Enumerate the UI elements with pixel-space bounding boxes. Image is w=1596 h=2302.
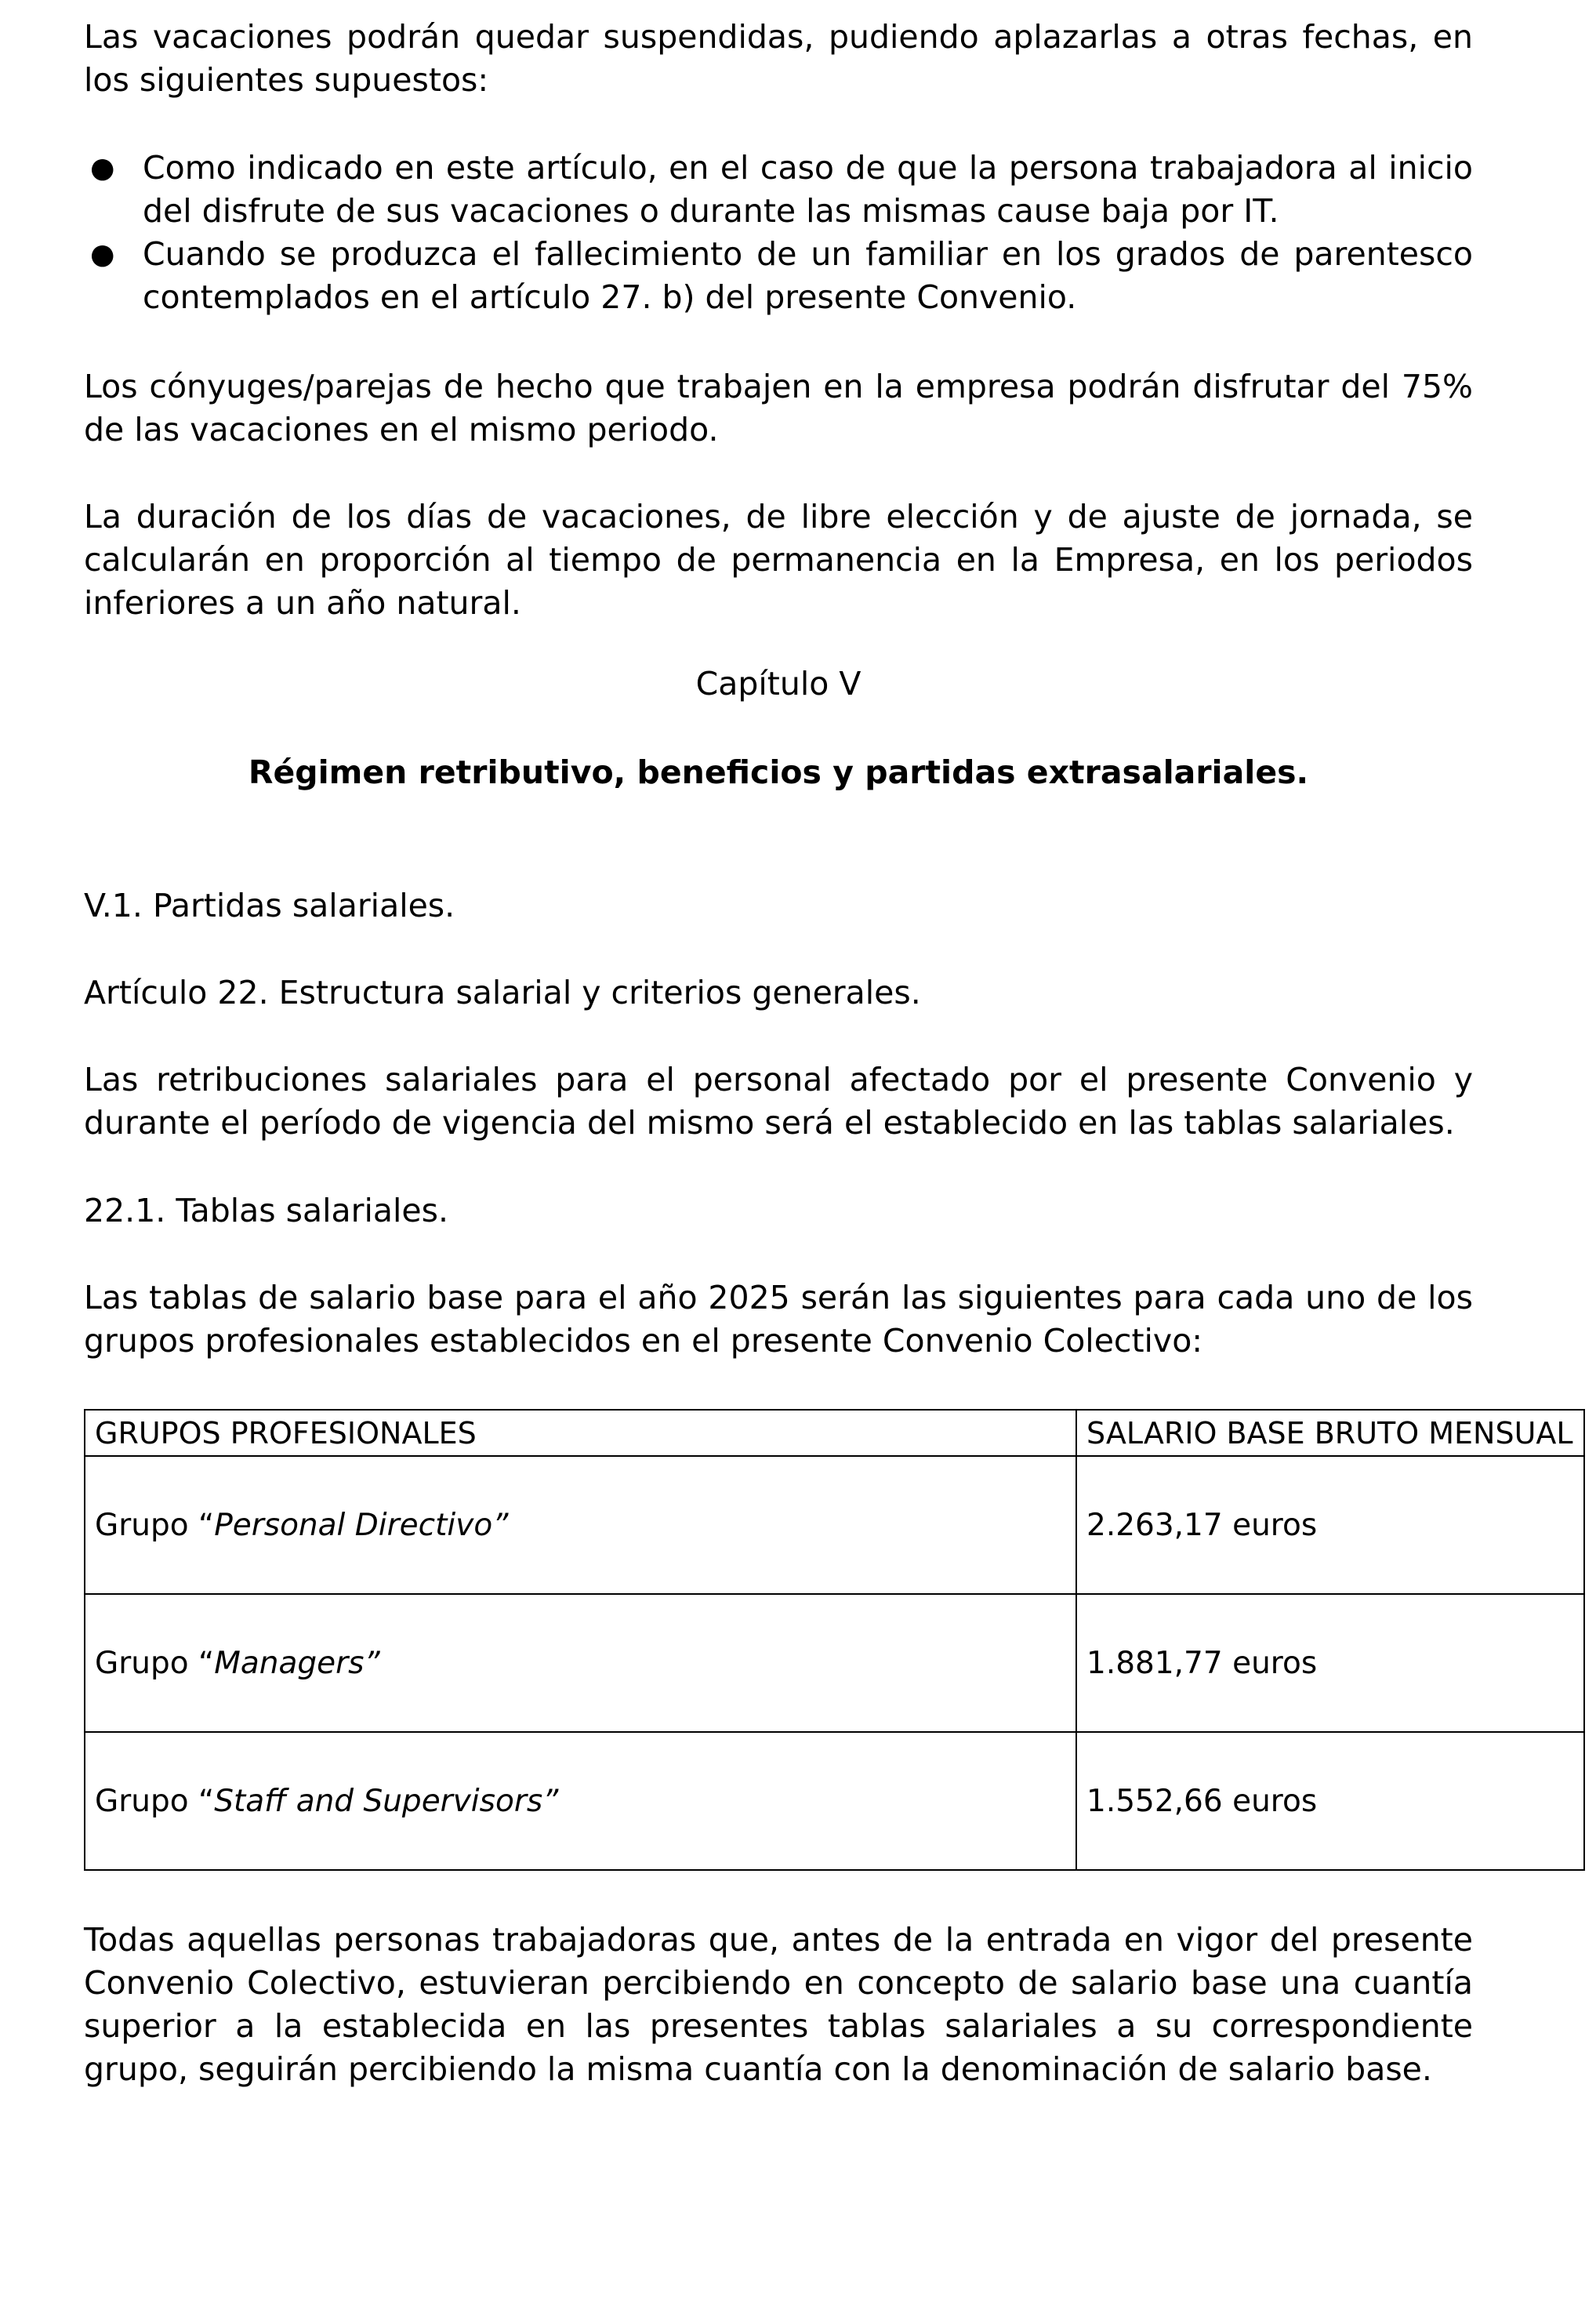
article-heading: Artículo 22. Estructura salarial y criterios generales.	[84, 974, 921, 1011]
list-item-text: Cuando se produzca el fallecimiento de un familiar en los grados de parentesco contemplados en el artículo 27. b) del presente Convenio.	[143, 235, 1473, 316]
bullet-icon: ●	[90, 152, 115, 184]
list-item-text: Como indicado en este artículo, en el caso de que la persona trabajadora al inicio del disfrute de sus vacaciones o durante las mismas cause baja por IT.	[143, 149, 1473, 230]
chapter-subtitle: Régimen retributivo, beneficios y partidas extrasalariales.	[248, 753, 1309, 791]
chapter-title: Capítulo V	[695, 665, 861, 703]
table-row	[85, 1594, 1584, 1732]
group-suffix: ”	[364, 1645, 380, 1681]
group-prefix: Grupo “	[95, 1783, 215, 1819]
group-cell	[85, 1594, 1076, 1732]
group-name: Managers	[214, 1645, 365, 1681]
salary-cell: 1.881,77 euros	[1076, 1594, 1584, 1732]
salary-table	[84, 1409, 1585, 1871]
table-header-row	[85, 1410, 1584, 1456]
list-item	[84, 147, 1473, 233]
salary-cell: 1.552,66 euros	[1076, 1732, 1584, 1870]
header-salary: SALARIO BASE BRUTO MENSUAL	[1076, 1410, 1584, 1456]
group-suffix: ”	[492, 1507, 509, 1543]
paragraph-spouses: Los cónyuges/parejas de hecho que trabajen en la empresa podrán disfrutar del 75% de las vacaciones en el mismo periodo.	[84, 368, 1473, 448]
header-groups: GRUPOS PROFESIONALES	[85, 1410, 1076, 1456]
paragraph-previous-salary: Todas aquellas personas trabajadoras que, antes de la entrada en vigor del presente Convenio Colectivo, estuvieran percibiendo en concepto de salario base una cuantía superior a la establecida en las presentes tablas salariales a su correspondiente grupo, seguirán percibiendo la misma cuantía con la denominación de salario base.	[84, 1921, 1473, 2088]
paragraph-duration: La duración de los días de vacaciones, de libre elección y de ajuste de jornada, se calcularán en proporción al tiempo de permanencia en la Empresa, en los periodos inferiores a un año natural.	[84, 498, 1473, 622]
group-cell	[85, 1456, 1076, 1594]
paragraph-salary-tables-intro: Las tablas de salario base para el año 2025 serán las siguientes para cada uno de los grupos profesionales establecidos en el presente Convenio Colectivo:	[84, 1279, 1473, 1360]
group-name: Staff and Supervisors	[214, 1783, 543, 1819]
table-row	[85, 1456, 1584, 1594]
group-suffix: ”	[542, 1783, 559, 1819]
section-heading: V.1. Partidas salariales.	[84, 887, 455, 924]
subsection-heading: 22.1. Tablas salariales.	[84, 1192, 449, 1229]
bullet-icon: ●	[90, 238, 115, 271]
group-prefix: Grupo “	[95, 1645, 215, 1681]
salary-cell: 2.263,17 euros	[1076, 1456, 1584, 1594]
paragraph-suspension-intro: Las vacaciones podrán quedar suspendidas, pudiendo aplazarlas a otras fechas, en los siguientes supuestos:	[84, 18, 1473, 99]
list-item	[84, 233, 1473, 319]
suspension-cases-list	[84, 147, 1473, 319]
group-prefix: Grupo “	[95, 1507, 215, 1543]
group-name: Personal Directivo	[214, 1507, 493, 1543]
table-row	[85, 1732, 1584, 1870]
paragraph-retributions: Las retribuciones salariales para el personal afectado por el presente Convenio y durante el período de vigencia del mismo será el establecido en las tablas salariales.	[84, 1061, 1473, 1142]
group-cell	[85, 1732, 1076, 1870]
